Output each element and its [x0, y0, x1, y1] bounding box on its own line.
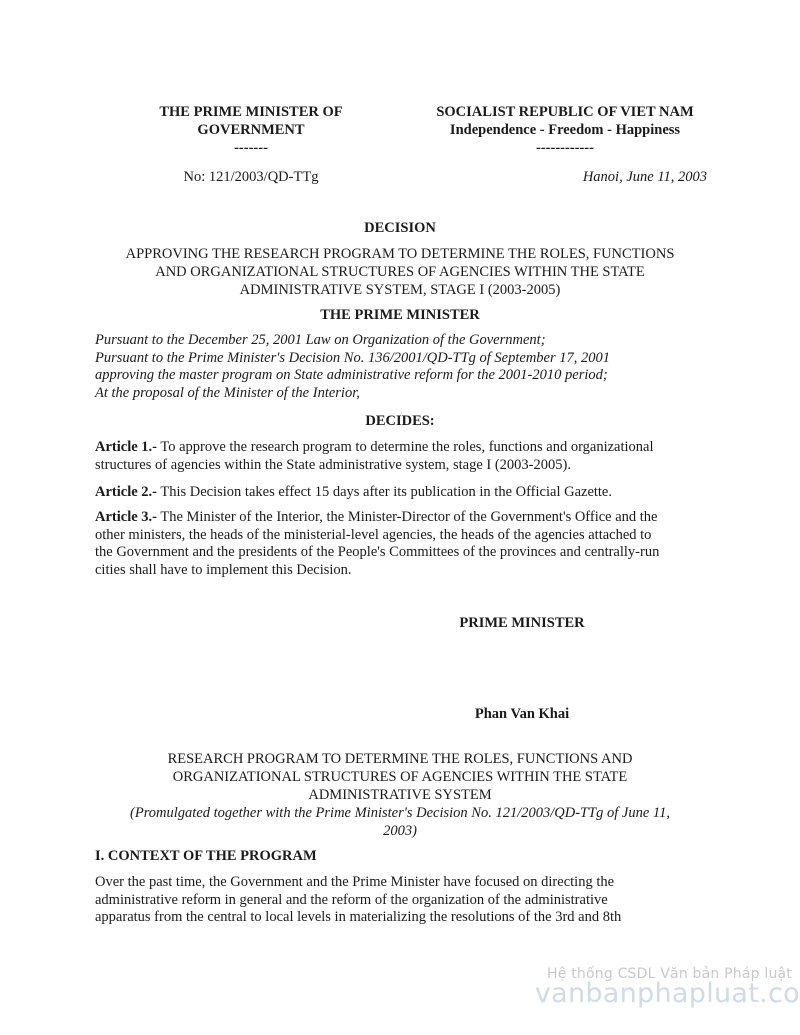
- issuer-line-1: THE PRIME MINISTER OF: [159, 104, 343, 120]
- country-name: SOCIALIST REPUBLIC OF VIET NAM: [436, 104, 694, 120]
- watermark-site: vanbanphapluat.co: [534, 978, 800, 1009]
- issuer-rule: -------: [234, 140, 268, 156]
- program-title-line-1: RESEARCH PROGRAM TO DETERMINE THE ROLES, FUNCTIONS AND: [167, 751, 633, 767]
- program-note-line-1: (Promulgated together with the Prime Minister's Decision No. 121/2003/QD-TTg of June 11,: [130, 805, 670, 821]
- decision-subject-line-3: ADMINISTRATIVE SYSTEM, STAGE I (2003-2005): [239, 282, 561, 298]
- decision-title: DECISION: [364, 220, 436, 236]
- decision-subject-line-2: AND ORGANIZATIONAL STRUCTURES OF AGENCIES WITHIN THE STATE: [155, 264, 645, 280]
- article-1-text: To approve the research program to determine the roles, functions and organizational: [157, 439, 654, 455]
- national-motto-block: [405, 103, 725, 157]
- article-1-text-cont: structures of agencies within the State administrative system, stage I (2003-2005).: [95, 456, 571, 473]
- article-1: [95, 439, 715, 474]
- issuer-line-2: GOVERNMENT: [197, 122, 305, 138]
- program-title-line-3: ADMINISTRATIVE SYSTEM: [308, 787, 492, 803]
- article-2: [95, 484, 715, 502]
- program-title: [80, 750, 720, 804]
- article-3: [95, 509, 715, 579]
- issuer-block: [120, 103, 382, 157]
- program-promulgation-note: [80, 804, 720, 840]
- watermark-caption: Hệ thống CSDL Văn bản Pháp luật: [547, 966, 792, 982]
- motto-rule: ------------: [536, 140, 594, 156]
- section-1-heading: I. CONTEXT OF THE PROGRAM: [95, 848, 317, 864]
- preamble-line: At the proposal of the Minister of the Interior,: [95, 384, 360, 401]
- preamble-line: approving the master program on State administrative reform for the 2001-2010 period;: [95, 367, 608, 383]
- article-3-text-cont: other ministers, the heads of the ministerial-level agencies, the heads of the agencies attached to: [95, 526, 652, 543]
- issuing-authority: THE PRIME MINISTER: [320, 307, 480, 323]
- article-1-label: Article 1.-: [95, 439, 157, 455]
- signatory-name: Phan Van Khai: [474, 706, 570, 722]
- article-3-label: Article 3.-: [95, 509, 157, 525]
- national-motto: Independence - Freedom - Happiness: [449, 122, 681, 138]
- decision-subject-line-1: APPROVING THE RESEARCH PROGRAM TO DETERMINE THE ROLES, FUNCTIONS: [125, 246, 675, 262]
- section-1-line: administrative reform in general and the reform of the organization of the administrative: [95, 891, 608, 908]
- section-1-line: apparatus from the central to local levels in materializing the resolutions of the 3rd and 8th: [95, 909, 622, 925]
- decision-subject: [80, 245, 720, 299]
- program-note-line-2: 2003): [383, 823, 417, 839]
- decides-heading: DECIDES:: [365, 413, 435, 429]
- preamble-line: Pursuant to the Prime Minister's Decision No. 136/2001/QD-TTg of September 17, 2001: [95, 349, 611, 366]
- preamble: [95, 332, 715, 402]
- article-2-text: This Decision takes effect 15 days after its publication in the Official Gazette.: [157, 484, 612, 500]
- preamble-line: Pursuant to the December 25, 2001 Law on Organization of the Government;: [95, 332, 546, 348]
- article-3-text-cont: the Government and the presidents of the People's Committees of the provinces and centrally-run: [95, 544, 660, 560]
- article-2-label: Article 2.-: [95, 484, 157, 500]
- place-and-date: Hanoi, June 11, 2003: [582, 169, 707, 185]
- article-3-text-cont: cities shall have to implement this Decision.: [95, 561, 352, 578]
- section-1-line: Over the past time, the Government and the Prime Minister have focused on directing the: [95, 874, 615, 890]
- section-1-body: [95, 874, 715, 927]
- signature-title: PRIME MINISTER: [459, 615, 585, 631]
- program-title-line-2: ORGANIZATIONAL STRUCTURES OF AGENCIES WITHIN THE STATE: [172, 769, 628, 785]
- document-number: No: 121/2003/QD-TTg: [183, 169, 319, 185]
- article-3-text: The Minister of the Interior, the Minister-Director of the Government's Office and the: [157, 509, 658, 525]
